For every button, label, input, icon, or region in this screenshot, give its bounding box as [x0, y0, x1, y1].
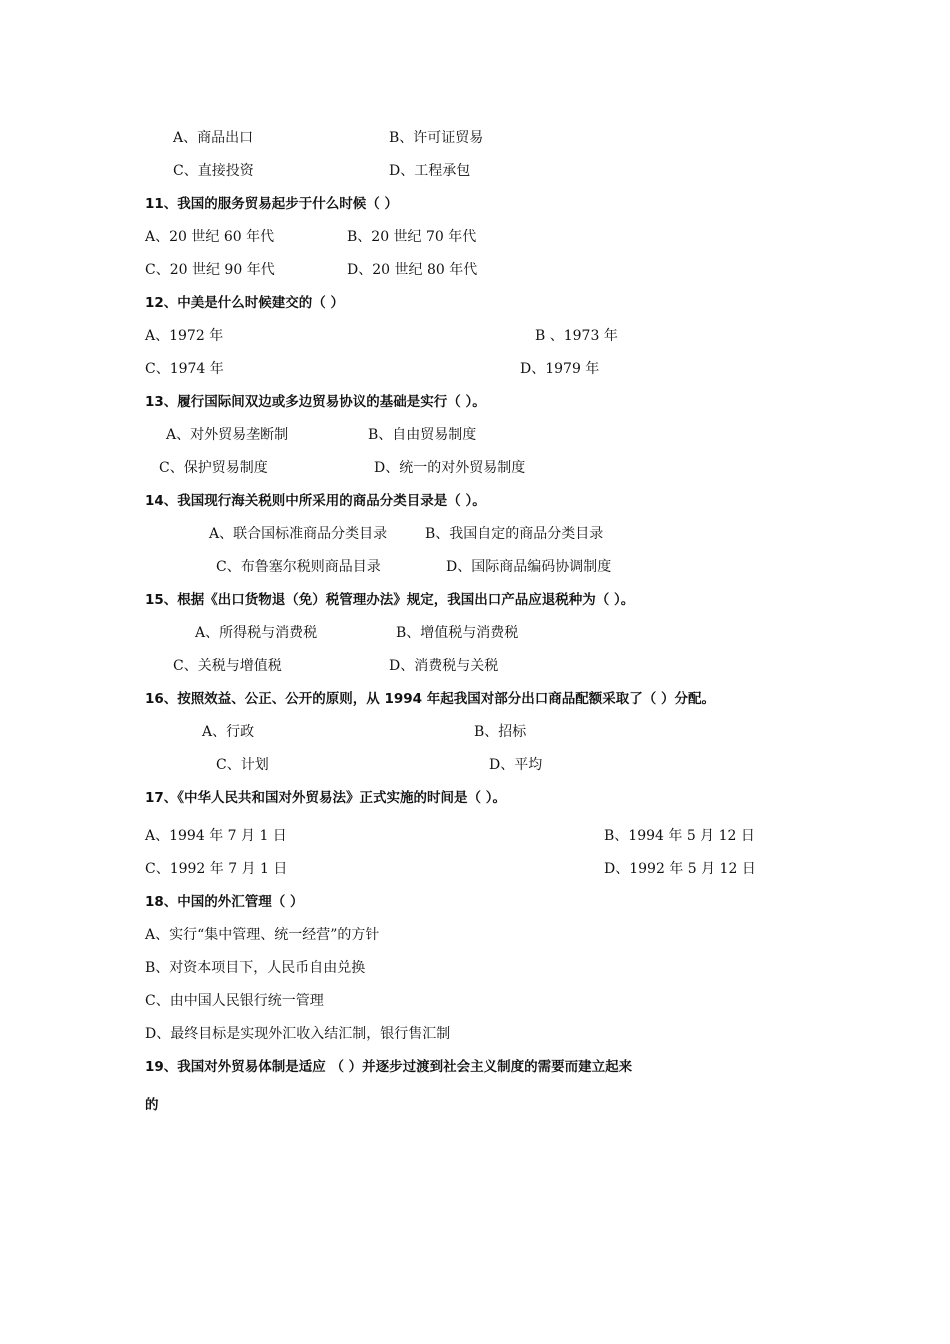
q15-stem: 15、根据《出口货物退（免）税管理办法》规定，我国出口产品应退税种为（ ）。	[145, 592, 635, 608]
q10-option-c: C、直接投资	[173, 163, 254, 179]
q12-option-d: D、1979 年	[520, 361, 600, 377]
q12-option-a: A、1972 年	[145, 328, 224, 344]
q11-option-d: D、20 世纪 80 年代	[347, 262, 478, 278]
q11-stem: 11、我国的服务贸易起步于什么时候（ ）	[145, 196, 398, 212]
q18-option-a: A、实行“集中管理、统一经营”的方针	[145, 927, 380, 943]
q16-option-a: A、行政	[202, 724, 255, 740]
q14-option-a: A、联合国标准商品分类目录	[209, 526, 388, 542]
q15-option-b: B、增值税与消费税	[396, 625, 519, 641]
q10-option-a: A、商品出口	[173, 130, 254, 146]
q18-option-d: D、最终目标是实现外汇收入结汇制，银行售汇制	[145, 1026, 451, 1042]
q14-option-d: D、国际商品编码协调制度	[446, 559, 612, 575]
q15-option-c: C、关税与增值税	[173, 658, 282, 674]
q13-stem: 13、履行国际间双边或多边贸易协议的基础是实行（ ）。	[145, 394, 486, 410]
q11-option-c: C、20 世纪 90 年代	[145, 262, 275, 278]
q12-option-c: C、1974 年	[145, 361, 224, 377]
q13-option-a: A、对外贸易垄断制	[166, 427, 289, 443]
q14-stem: 14、我国现行海关税则中所采用的商品分类目录是（ ）。	[145, 493, 486, 509]
q18-stem: 18、中国的外汇管理（ ）	[145, 894, 304, 910]
q18-option-c: C、由中国人民银行统一管理	[145, 993, 324, 1009]
q17-option-b: B、1994 年 5 月 12 日	[604, 828, 755, 844]
q19-stem-continuation: 的	[145, 1097, 159, 1113]
q11-option-b: B、20 世纪 70 年代	[347, 229, 477, 245]
q14-option-b: B、我国自定的商品分类目录	[425, 526, 604, 542]
q18-option-b: B、对资本项目下，人民币自由兑换	[145, 960, 366, 976]
q12-stem: 12、中美是什么时候建交的（ ）	[145, 295, 344, 311]
q15-option-a: A、所得税与消费税	[195, 625, 318, 641]
q16-option-c: C、计划	[216, 757, 269, 773]
q10-option-d: D、工程承包	[389, 163, 471, 179]
q10-option-b: B、许可证贸易	[389, 130, 484, 146]
q15-option-d: D、消费税与关税	[389, 658, 499, 674]
q13-option-d: D、统一的对外贸易制度	[374, 460, 526, 476]
q17-stem: 17、《中华人民共和国对外贸易法》正式实施的时间是（ ）。	[145, 790, 506, 806]
q17-option-a: A、1994 年 7 月 1 日	[145, 828, 287, 844]
q13-option-b: B、自由贸易制度	[368, 427, 477, 443]
q16-option-d: D、平均	[489, 757, 543, 773]
q11-option-a: A、20 世纪 60 年代	[145, 229, 275, 245]
q17-option-c: C、1992 年 7 月 1 日	[145, 861, 288, 877]
q17-option-d: D、1992 年 5 月 12 日	[604, 861, 756, 877]
q19-stem: 19、我国对外贸易体制是适应 （ ）并逐步过渡到社会主义制度的需要而建立起来	[145, 1059, 633, 1075]
q13-option-c: C、保护贸易制度	[159, 460, 268, 476]
q12-option-b: B 、1973 年	[535, 328, 618, 344]
q16-stem: 16、按照效益、公正、公开的原则，从 1994 年起我国对部分出口商品配额采取了（ ）分配。	[145, 691, 715, 707]
q16-option-b: B、招标	[474, 724, 527, 740]
q14-option-c: C、布鲁塞尔税则商品目录	[216, 559, 381, 575]
